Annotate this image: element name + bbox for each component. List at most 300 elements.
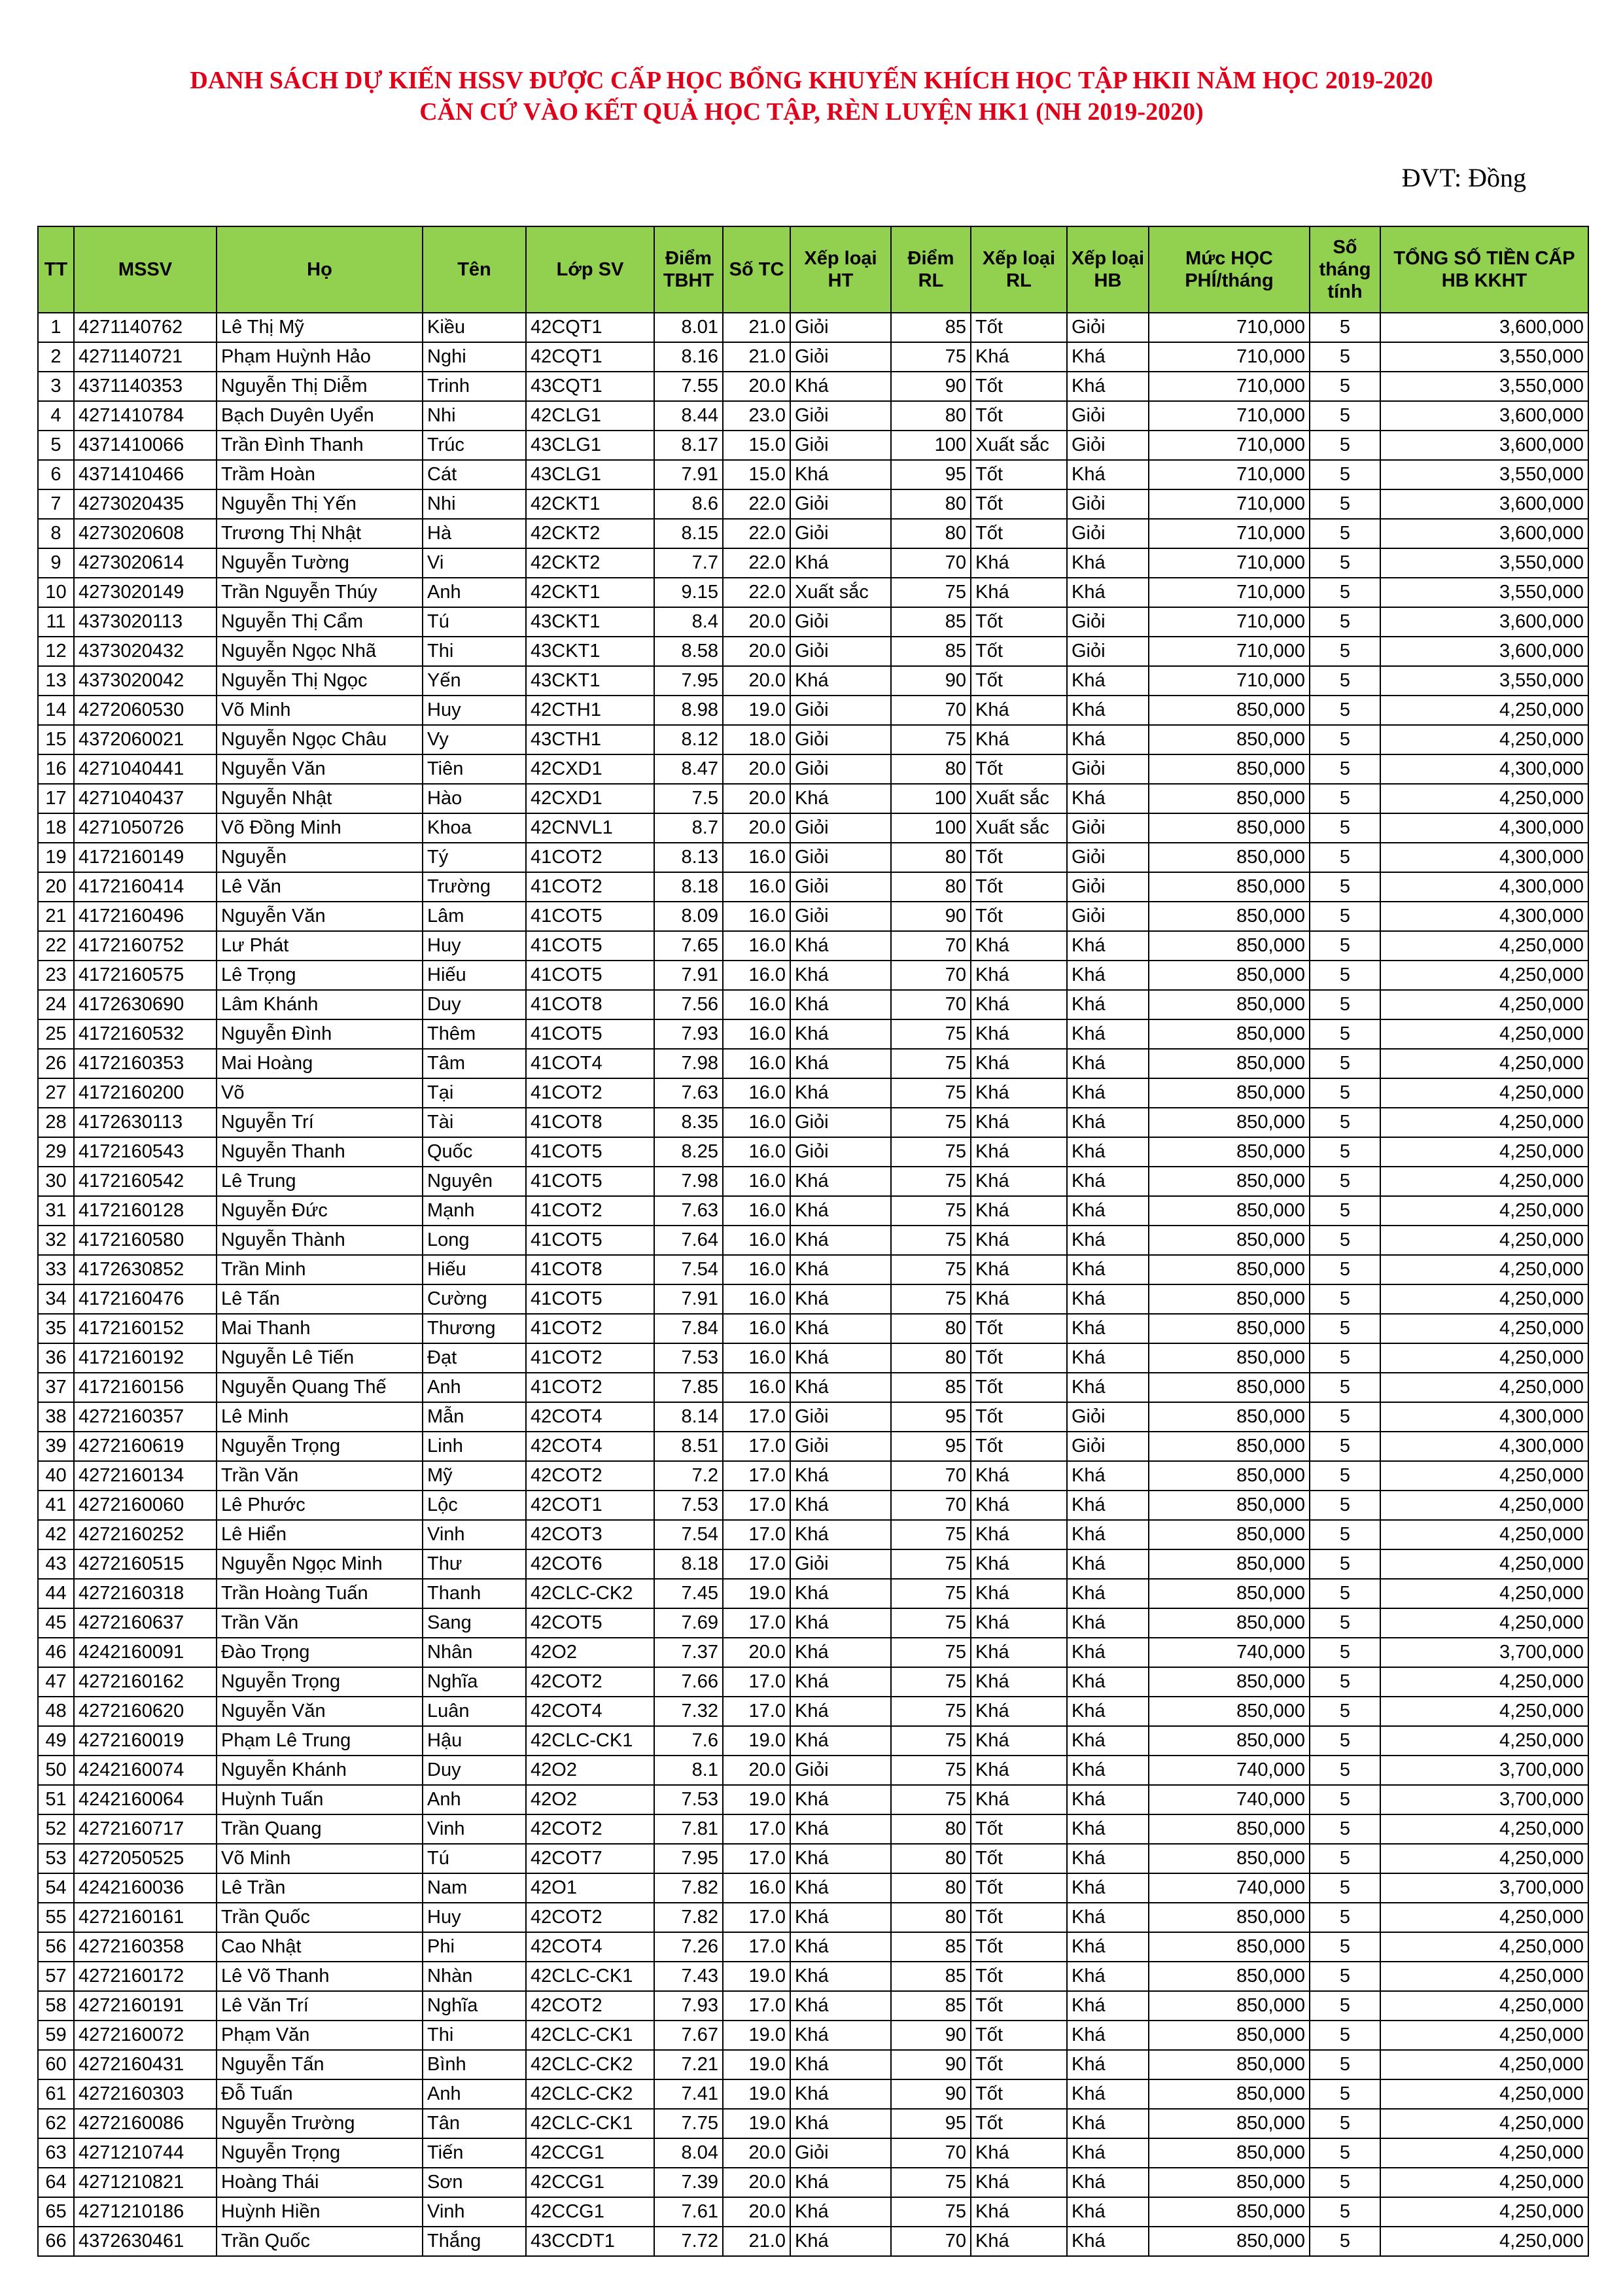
cell-muc-hoc-phi: 850,000 <box>1149 2227 1310 2256</box>
cell-tong-tien: 3,600,000 <box>1380 401 1588 431</box>
cell-muc-hoc-phi: 850,000 <box>1149 2138 1310 2168</box>
cell-xep-loai-ht: Khá <box>790 666 891 696</box>
cell-muc-hoc-phi: 710,000 <box>1149 460 1310 489</box>
cell-mssv: 4172160575 <box>74 961 217 990</box>
cell-tong-tien: 3,550,000 <box>1380 342 1588 372</box>
cell-xep-loai-rl: Khá <box>971 2138 1067 2168</box>
cell-ten: Mạnh <box>423 1196 526 1226</box>
cell-diem-tbht: 8.13 <box>654 843 723 872</box>
cell-xep-loai-hb: Khá <box>1067 342 1149 372</box>
cell-xep-loai-ht: Khá <box>790 1226 891 1255</box>
cell-mssv: 4272160357 <box>74 1402 217 1432</box>
cell-tong-tien: 4,250,000 <box>1380 1579 1588 1608</box>
cell-diem-rl: 100 <box>891 784 971 813</box>
cell-diem-rl: 75 <box>891 725 971 754</box>
table-row <box>38 1491 1588 1520</box>
table-row <box>38 1520 1588 1549</box>
cell-tong-tien: 4,250,000 <box>1380 1108 1588 1137</box>
cell-tt: 19 <box>38 843 74 872</box>
cell-tong-tien: 4,250,000 <box>1380 1962 1588 1991</box>
cell-ten: Lộc <box>423 1491 526 1520</box>
cell-tt: 52 <box>38 1814 74 1844</box>
cell-tt: 5 <box>38 431 74 460</box>
cell-diem-tbht: 7.56 <box>654 990 723 1019</box>
table-row <box>38 902 1588 931</box>
cell-mssv: 4271210821 <box>74 2168 217 2197</box>
cell-so-tc: 21.0 <box>723 342 790 372</box>
cell-ten: Nghĩa <box>423 1667 526 1697</box>
cell-muc-hoc-phi: 850,000 <box>1149 1844 1310 1873</box>
cell-xep-loai-rl: Tốt <box>971 1903 1067 1932</box>
cell-xep-loai-hb: Giỏi <box>1067 519 1149 548</box>
cell-diem-tbht: 7.2 <box>654 1461 723 1491</box>
table-row <box>38 1167 1588 1196</box>
cell-so-tc: 17.0 <box>723 1991 790 2021</box>
header-col-ho: Họ <box>217 226 423 313</box>
cell-tong-tien: 4,250,000 <box>1380 1491 1588 1520</box>
cell-mssv: 4373020113 <box>74 607 217 637</box>
cell-ho: Nguyễn Trí <box>217 1108 423 1137</box>
cell-xep-loai-hb: Giỏi <box>1067 902 1149 931</box>
cell-tong-tien: 3,600,000 <box>1380 431 1588 460</box>
cell-xep-loai-hb: Khá <box>1067 372 1149 401</box>
cell-diem-tbht: 8.6 <box>654 489 723 519</box>
cell-ho: Đào Trọng <box>217 1638 423 1667</box>
cell-tt: 1 <box>38 313 74 342</box>
table-row <box>38 1196 1588 1226</box>
cell-so-tc: 20.0 <box>723 784 790 813</box>
cell-so-thang: 5 <box>1310 1549 1380 1579</box>
cell-xep-loai-hb: Khá <box>1067 1049 1149 1078</box>
cell-ho: Nguyễn Văn <box>217 902 423 931</box>
cell-ho: Nguyễn Nhật <box>217 784 423 813</box>
cell-muc-hoc-phi: 850,000 <box>1149 1491 1310 1520</box>
cell-ten: Hậu <box>423 1726 526 1756</box>
cell-so-tc: 20.0 <box>723 1756 790 1785</box>
cell-xep-loai-hb: Khá <box>1067 1078 1149 1108</box>
cell-ten: Anh <box>423 2079 526 2109</box>
cell-so-thang: 5 <box>1310 1402 1380 1432</box>
cell-diem-rl: 80 <box>891 843 971 872</box>
cell-xep-loai-hb: Khá <box>1067 2021 1149 2050</box>
cell-so-tc: 22.0 <box>723 548 790 578</box>
cell-muc-hoc-phi: 850,000 <box>1149 1726 1310 1756</box>
cell-lop: 41COT5 <box>526 1226 654 1255</box>
cell-ho: Lê Tấn <box>217 1284 423 1314</box>
header-col-tt: TT <box>38 226 74 313</box>
cell-lop: 42COT5 <box>526 1608 654 1638</box>
cell-so-thang: 5 <box>1310 1078 1380 1108</box>
cell-lop: 41COT2 <box>526 872 654 902</box>
table-row <box>38 2138 1588 2168</box>
cell-ten: Thi <box>423 2021 526 2050</box>
scholarship-table <box>37 226 1589 2257</box>
cell-tt: 55 <box>38 1903 74 1932</box>
cell-so-thang: 5 <box>1310 843 1380 872</box>
cell-ho: Lê Trần <box>217 1873 423 1903</box>
cell-diem-tbht: 7.37 <box>654 1638 723 1667</box>
cell-ho: Lê Trọng <box>217 961 423 990</box>
cell-ten: Cường <box>423 1284 526 1314</box>
cell-muc-hoc-phi: 710,000 <box>1149 401 1310 431</box>
cell-muc-hoc-phi: 850,000 <box>1149 1520 1310 1549</box>
cell-ho: Nguyễn Thị Yến <box>217 489 423 519</box>
table-row <box>38 1785 1588 1814</box>
cell-diem-tbht: 7.54 <box>654 1255 723 1284</box>
cell-xep-loai-ht: Giỏi <box>790 607 891 637</box>
cell-ten: Quốc <box>423 1137 526 1167</box>
cell-xep-loai-rl: Khá <box>971 1108 1067 1137</box>
cell-xep-loai-rl: Khá <box>971 1638 1067 1667</box>
header-col-xep-loai-rl: Xếp loại RL <box>971 226 1067 313</box>
cell-xep-loai-ht: Khá <box>790 1932 891 1962</box>
cell-diem-rl: 90 <box>891 2050 971 2079</box>
cell-muc-hoc-phi: 710,000 <box>1149 313 1310 342</box>
cell-xep-loai-hb: Giỏi <box>1067 754 1149 784</box>
cell-diem-rl: 80 <box>891 519 971 548</box>
cell-ho: Võ Đồng Minh <box>217 813 423 843</box>
table-row <box>38 2227 1588 2256</box>
cell-lop: 43CTH1 <box>526 725 654 754</box>
cell-tt: 26 <box>38 1049 74 1078</box>
cell-xep-loai-ht: Giỏi <box>790 1108 891 1137</box>
cell-diem-rl: 95 <box>891 460 971 489</box>
cell-lop: 42COT6 <box>526 1549 654 1579</box>
cell-so-thang: 5 <box>1310 1255 1380 1284</box>
cell-muc-hoc-phi: 850,000 <box>1149 1697 1310 1726</box>
cell-lop: 42COT3 <box>526 1520 654 1549</box>
cell-so-thang: 5 <box>1310 696 1380 725</box>
cell-ho: Võ <box>217 1078 423 1108</box>
cell-xep-loai-ht: Khá <box>790 1844 891 1873</box>
cell-muc-hoc-phi: 710,000 <box>1149 372 1310 401</box>
table-row <box>38 1697 1588 1726</box>
cell-xep-loai-hb: Khá <box>1067 1932 1149 1962</box>
table-row <box>38 1343 1588 1373</box>
cell-diem-rl: 95 <box>891 1402 971 1432</box>
cell-xep-loai-rl: Khá <box>971 1726 1067 1756</box>
cell-so-tc: 19.0 <box>723 2109 790 2138</box>
cell-tong-tien: 4,250,000 <box>1380 2050 1588 2079</box>
cell-ten: Hà <box>423 519 526 548</box>
table-row <box>38 2109 1588 2138</box>
cell-diem-rl: 85 <box>891 1373 971 1402</box>
cell-diem-rl: 75 <box>891 1049 971 1078</box>
cell-diem-rl: 95 <box>891 2109 971 2138</box>
cell-xep-loai-hb: Khá <box>1067 696 1149 725</box>
cell-xep-loai-ht: Khá <box>790 1873 891 1903</box>
cell-lop: 41COT8 <box>526 1255 654 1284</box>
cell-diem-rl: 75 <box>891 1284 971 1314</box>
cell-xep-loai-ht: Khá <box>790 1284 891 1314</box>
cell-so-tc: 17.0 <box>723 1814 790 1844</box>
cell-ten: Đạt <box>423 1343 526 1373</box>
cell-muc-hoc-phi: 850,000 <box>1149 1579 1310 1608</box>
cell-diem-rl: 90 <box>891 666 971 696</box>
cell-mssv: 4172160752 <box>74 931 217 961</box>
cell-ten: Nhi <box>423 401 526 431</box>
cell-ho: Lê Võ Thanh <box>217 1962 423 1991</box>
cell-muc-hoc-phi: 850,000 <box>1149 1226 1310 1255</box>
cell-mssv: 4371410466 <box>74 460 217 489</box>
cell-xep-loai-rl: Tốt <box>971 313 1067 342</box>
cell-mssv: 4272160086 <box>74 2109 217 2138</box>
cell-so-thang: 5 <box>1310 2079 1380 2109</box>
cell-diem-tbht: 7.55 <box>654 372 723 401</box>
cell-so-thang: 5 <box>1310 1196 1380 1226</box>
cell-so-tc: 20.0 <box>723 2168 790 2197</box>
cell-so-tc: 16.0 <box>723 1196 790 1226</box>
cell-so-thang: 5 <box>1310 578 1380 607</box>
cell-xep-loai-ht: Khá <box>790 2109 891 2138</box>
header-col-diem-rl: Điểm RL <box>891 226 971 313</box>
cell-so-thang: 5 <box>1310 489 1380 519</box>
cell-so-tc: 20.0 <box>723 813 790 843</box>
cell-tong-tien: 4,300,000 <box>1380 843 1588 872</box>
cell-tong-tien: 4,250,000 <box>1380 1167 1588 1196</box>
cell-so-tc: 16.0 <box>723 872 790 902</box>
cell-xep-loai-hb: Khá <box>1067 1697 1149 1726</box>
cell-xep-loai-rl: Khá <box>971 1520 1067 1549</box>
cell-diem-tbht: 8.58 <box>654 637 723 666</box>
cell-tt: 25 <box>38 1019 74 1049</box>
cell-xep-loai-rl: Khá <box>971 1549 1067 1579</box>
cell-muc-hoc-phi: 850,000 <box>1149 1608 1310 1638</box>
cell-ho: Trần Quốc <box>217 1903 423 1932</box>
cell-diem-rl: 90 <box>891 372 971 401</box>
cell-xep-loai-rl: Khá <box>971 1284 1067 1314</box>
cell-so-thang: 5 <box>1310 1962 1380 1991</box>
cell-xep-loai-rl: Khá <box>971 1491 1067 1520</box>
cell-ho: Lê Văn <box>217 872 423 902</box>
cell-xep-loai-ht: Khá <box>790 931 891 961</box>
cell-xep-loai-rl: Tốt <box>971 1402 1067 1432</box>
cell-tong-tien: 4,250,000 <box>1380 1078 1588 1108</box>
cell-muc-hoc-phi: 850,000 <box>1149 902 1310 931</box>
cell-tong-tien: 4,250,000 <box>1380 696 1588 725</box>
cell-tong-tien: 4,300,000 <box>1380 872 1588 902</box>
cell-diem-rl: 80 <box>891 754 971 784</box>
table-row <box>38 489 1588 519</box>
cell-mssv: 4272060530 <box>74 696 217 725</box>
cell-tong-tien: 4,250,000 <box>1380 1667 1588 1697</box>
cell-ten: Tiến <box>423 2138 526 2168</box>
table-row <box>38 1432 1588 1461</box>
cell-diem-rl: 70 <box>891 696 971 725</box>
cell-lop: 42COT1 <box>526 1491 654 1520</box>
cell-diem-tbht: 7.61 <box>654 2197 723 2227</box>
cell-lop: 42CXD1 <box>526 784 654 813</box>
cell-muc-hoc-phi: 740,000 <box>1149 1756 1310 1785</box>
cell-ten: Thêm <box>423 1019 526 1049</box>
cell-tt: 16 <box>38 754 74 784</box>
cell-xep-loai-ht: Khá <box>790 2050 891 2079</box>
cell-ho: Lư Phát <box>217 931 423 961</box>
cell-tt: 63 <box>38 2138 74 2168</box>
header-col-ten: Tên <box>423 226 526 313</box>
cell-ho: Võ Minh <box>217 696 423 725</box>
cell-so-thang: 5 <box>1310 1873 1380 1903</box>
cell-xep-loai-hb: Giỏi <box>1067 607 1149 637</box>
cell-diem-rl: 100 <box>891 813 971 843</box>
cell-lop: 42CNVL1 <box>526 813 654 843</box>
cell-so-thang: 5 <box>1310 872 1380 902</box>
cell-tong-tien: 4,250,000 <box>1380 1549 1588 1579</box>
cell-so-tc: 16.0 <box>723 1314 790 1343</box>
table-row <box>38 784 1588 813</box>
cell-so-thang: 5 <box>1310 431 1380 460</box>
cell-muc-hoc-phi: 850,000 <box>1149 725 1310 754</box>
cell-xep-loai-hb: Khá <box>1067 1873 1149 1903</box>
cell-mssv: 4172160542 <box>74 1167 217 1196</box>
cell-xep-loai-hb: Khá <box>1067 1167 1149 1196</box>
cell-ho: Lê Minh <box>217 1402 423 1432</box>
cell-xep-loai-rl: Tốt <box>971 2021 1067 2050</box>
cell-lop: 41COT5 <box>526 931 654 961</box>
cell-diem-tbht: 8.09 <box>654 902 723 931</box>
cell-xep-loai-hb: Khá <box>1067 2197 1149 2227</box>
table-row <box>38 990 1588 1019</box>
cell-lop: 41COT5 <box>526 1284 654 1314</box>
cell-tong-tien: 4,250,000 <box>1380 990 1588 1019</box>
cell-mssv: 4272160515 <box>74 1549 217 1579</box>
cell-ho: Nguyễn Tấn <box>217 2050 423 2079</box>
cell-mssv: 4371410066 <box>74 431 217 460</box>
cell-mssv: 4172160128 <box>74 1196 217 1226</box>
cell-tong-tien: 4,250,000 <box>1380 1226 1588 1255</box>
cell-ten: Tú <box>423 1844 526 1873</box>
cell-tong-tien: 4,250,000 <box>1380 1019 1588 1049</box>
cell-mssv: 4172160476 <box>74 1284 217 1314</box>
cell-diem-tbht: 7.26 <box>654 1932 723 1962</box>
cell-ten: Nhàn <box>423 1962 526 1991</box>
cell-muc-hoc-phi: 710,000 <box>1149 578 1310 607</box>
cell-muc-hoc-phi: 850,000 <box>1149 1461 1310 1491</box>
cell-tong-tien: 4,250,000 <box>1380 1461 1588 1491</box>
cell-diem-tbht: 7.6 <box>654 1726 723 1756</box>
cell-muc-hoc-phi: 850,000 <box>1149 1814 1310 1844</box>
cell-mssv: 4172160543 <box>74 1137 217 1167</box>
cell-ten: Vinh <box>423 1814 526 1844</box>
cell-xep-loai-ht: Khá <box>790 990 891 1019</box>
title-line-1: DANH SÁCH DỰ KIẾN HSSV ĐƯỢC CẤP HỌC BỔNG KHUYẾN KHÍCH HỌC TẬP HKII NĂM HỌC 2019-2020 <box>190 67 1433 94</box>
cell-lop: 41COT5 <box>526 902 654 931</box>
cell-diem-tbht: 8.04 <box>654 2138 723 2168</box>
cell-xep-loai-hb: Khá <box>1067 2138 1149 2168</box>
cell-so-thang: 5 <box>1310 1314 1380 1343</box>
table-row <box>38 342 1588 372</box>
cell-tong-tien: 4,250,000 <box>1380 2138 1588 2168</box>
cell-tong-tien: 3,550,000 <box>1380 460 1588 489</box>
cell-so-thang: 5 <box>1310 754 1380 784</box>
cell-so-thang: 5 <box>1310 1137 1380 1167</box>
cell-diem-rl: 70 <box>891 961 971 990</box>
cell-so-tc: 22.0 <box>723 578 790 607</box>
cell-so-thang: 5 <box>1310 931 1380 961</box>
cell-xep-loai-rl: Khá <box>971 1608 1067 1638</box>
cell-diem-rl: 75 <box>891 1255 971 1284</box>
cell-diem-rl: 75 <box>891 1167 971 1196</box>
cell-ho: Trầm Hoàn <box>217 460 423 489</box>
cell-diem-rl: 80 <box>891 1314 971 1343</box>
cell-muc-hoc-phi: 850,000 <box>1149 872 1310 902</box>
cell-diem-rl: 75 <box>891 2197 971 2227</box>
cell-xep-loai-ht: Khá <box>790 1078 891 1108</box>
cell-so-tc: 17.0 <box>723 1667 790 1697</box>
cell-xep-loai-hb: Khá <box>1067 1196 1149 1226</box>
cell-xep-loai-hb: Khá <box>1067 666 1149 696</box>
cell-lop: 41COT5 <box>526 961 654 990</box>
cell-muc-hoc-phi: 850,000 <box>1149 696 1310 725</box>
cell-muc-hoc-phi: 850,000 <box>1149 1373 1310 1402</box>
cell-xep-loai-rl: Khá <box>971 1049 1067 1078</box>
cell-tt: 66 <box>38 2227 74 2256</box>
cell-xep-loai-rl: Tốt <box>971 1314 1067 1343</box>
cell-lop: 42CLC-CK2 <box>526 2050 654 2079</box>
cell-so-tc: 16.0 <box>723 1108 790 1137</box>
cell-ten: Khoa <box>423 813 526 843</box>
cell-xep-loai-hb: Khá <box>1067 961 1149 990</box>
header-col-so-thang: Số tháng tính <box>1310 226 1380 313</box>
cell-diem-rl: 70 <box>891 1491 971 1520</box>
cell-lop: 41COT2 <box>526 1314 654 1343</box>
cell-xep-loai-ht: Khá <box>790 1638 891 1667</box>
cell-so-thang: 5 <box>1310 1049 1380 1078</box>
cell-so-tc: 16.0 <box>723 1226 790 1255</box>
cell-xep-loai-ht: Giỏi <box>790 313 891 342</box>
cell-diem-tbht: 8.98 <box>654 696 723 725</box>
cell-diem-tbht: 8.17 <box>654 431 723 460</box>
cell-so-tc: 17.0 <box>723 1549 790 1579</box>
cell-lop: 42CCG1 <box>526 2168 654 2197</box>
cell-xep-loai-hb: Khá <box>1067 1814 1149 1844</box>
cell-so-thang: 5 <box>1310 2138 1380 2168</box>
cell-ho: Lâm Khánh <box>217 990 423 1019</box>
cell-ten: Trinh <box>423 372 526 401</box>
cell-tt: 21 <box>38 902 74 931</box>
cell-diem-rl: 85 <box>891 1962 971 1991</box>
cell-tt: 54 <box>38 1873 74 1903</box>
cell-mssv: 4271040437 <box>74 784 217 813</box>
table-row <box>38 1019 1588 1049</box>
cell-xep-loai-ht: Khá <box>790 1667 891 1697</box>
cell-diem-tbht: 8.15 <box>654 519 723 548</box>
cell-diem-tbht: 7.45 <box>654 1579 723 1608</box>
cell-diem-tbht: 7.98 <box>654 1049 723 1078</box>
cell-xep-loai-ht: Khá <box>790 460 891 489</box>
cell-so-tc: 19.0 <box>723 2050 790 2079</box>
title-line-2: CĂN CỨ VÀO KẾT QUẢ HỌC TẬP, RÈN LUYỆN HK1 (NH 2019-2020) <box>419 98 1204 126</box>
cell-mssv: 4242160074 <box>74 1756 217 1785</box>
cell-xep-loai-hb: Khá <box>1067 1549 1149 1579</box>
table-row <box>38 1844 1588 1873</box>
cell-so-thang: 5 <box>1310 1226 1380 1255</box>
cell-xep-loai-rl: Tốt <box>971 2109 1067 2138</box>
cell-ho: Nguyễn Ngọc Minh <box>217 1549 423 1579</box>
cell-xep-loai-ht: Khá <box>790 2197 891 2227</box>
cell-mssv: 4272160060 <box>74 1491 217 1520</box>
cell-mssv: 4271140721 <box>74 342 217 372</box>
cell-xep-loai-hb: Khá <box>1067 1785 1149 1814</box>
cell-tong-tien: 4,250,000 <box>1380 725 1588 754</box>
cell-xep-loai-rl: Tốt <box>971 1432 1067 1461</box>
cell-tt: 39 <box>38 1432 74 1461</box>
cell-tong-tien: 3,600,000 <box>1380 607 1588 637</box>
cell-xep-loai-ht: Khá <box>790 2227 891 2256</box>
cell-so-thang: 5 <box>1310 1108 1380 1137</box>
cell-ho: Nguyễn Khánh <box>217 1756 423 1785</box>
cell-diem-tbht: 8.16 <box>654 342 723 372</box>
